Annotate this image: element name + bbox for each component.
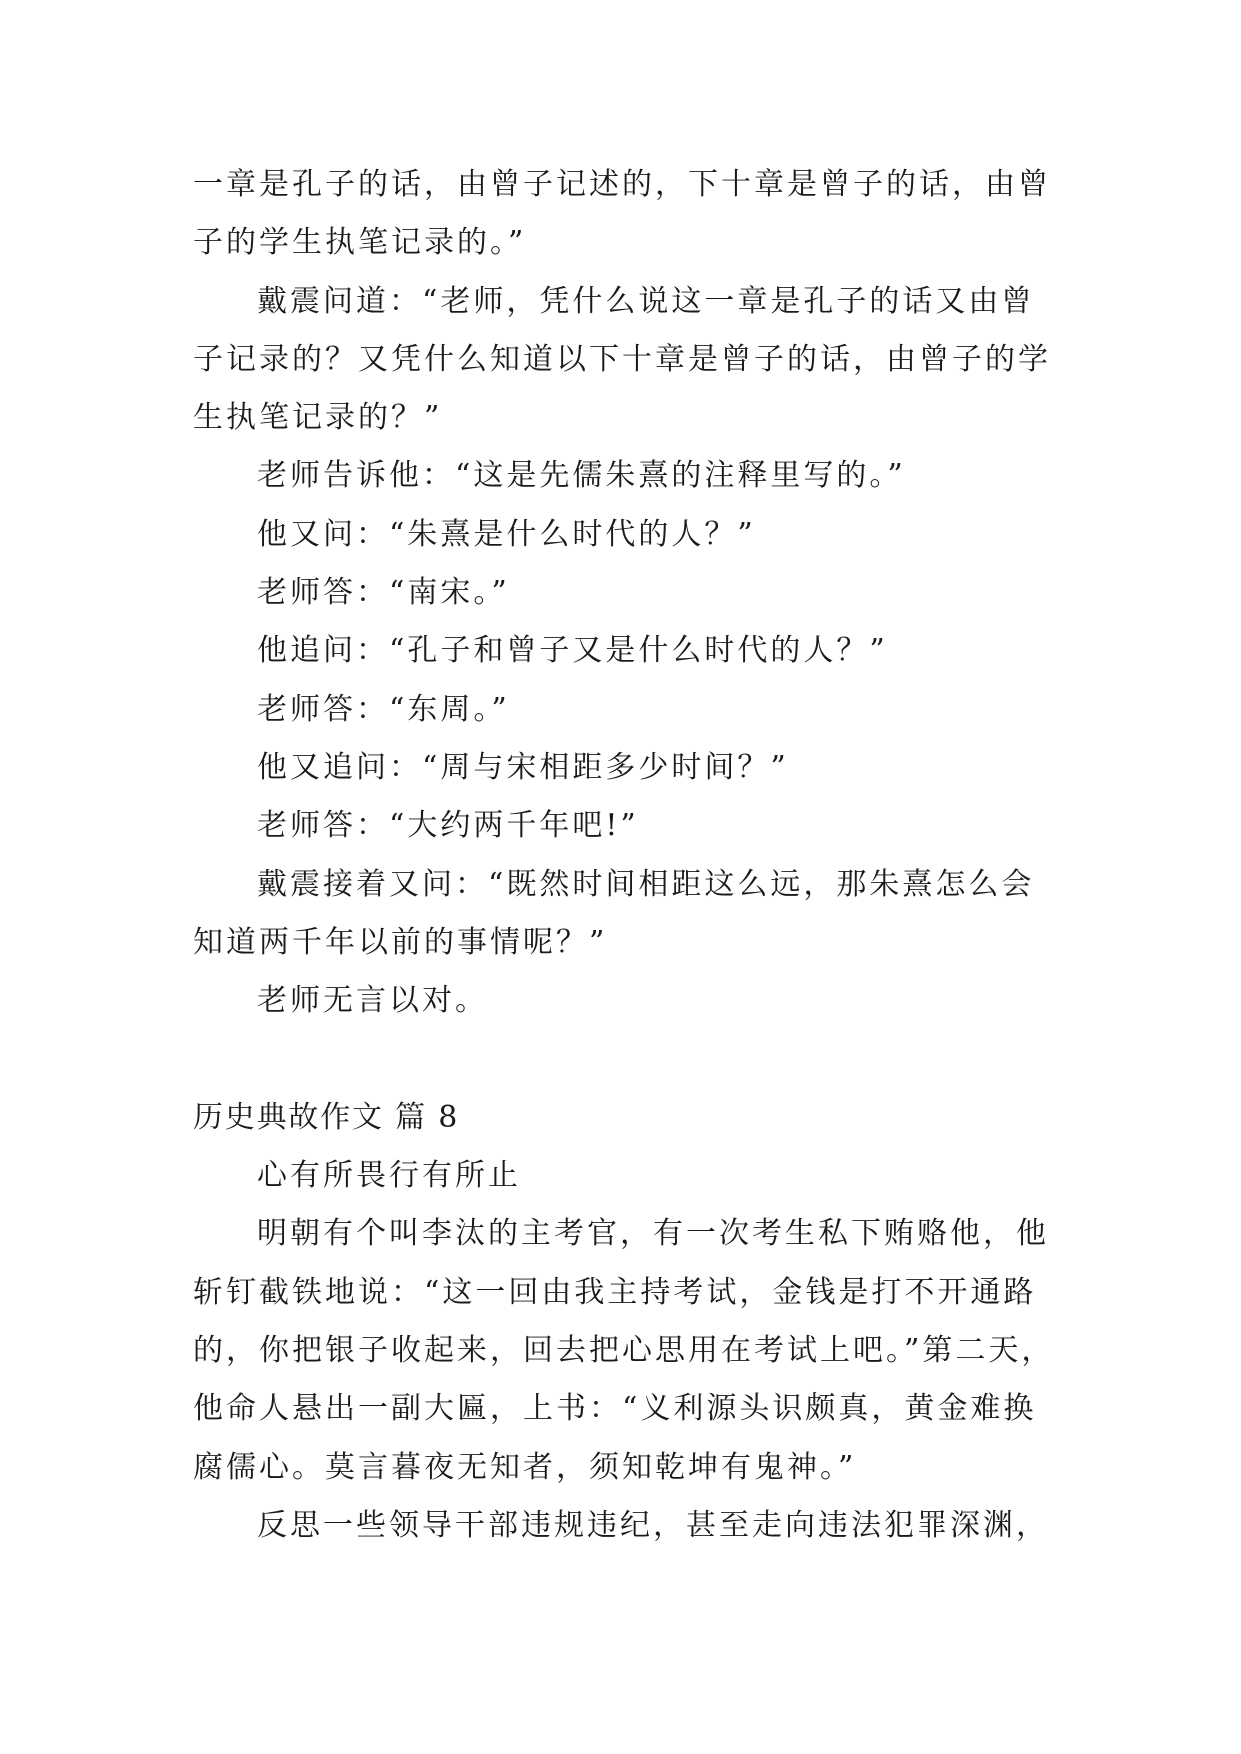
text-line: 戴震问道：“老师，凭什么说这一章是孔子的话又由曾 bbox=[257, 283, 1035, 319]
text-line: 腐儒心。莫言暮夜无知者，须知乾坤有鬼神。” bbox=[193, 1449, 857, 1485]
text-line: 老师无言以对。 bbox=[257, 983, 488, 1019]
text-line: 子的学生执笔记录的。” bbox=[193, 225, 527, 261]
story-li-tai bbox=[193, 1147, 1053, 1555]
text-line: 的，你把银子收起来，回去把心思用在考试上吧。”第二天， bbox=[193, 1332, 1055, 1368]
text-line: 生执笔记录的？” bbox=[193, 400, 443, 436]
text-line: 戴震接着又问：“既然时间相距这么远，那朱熹怎么会 bbox=[257, 866, 1035, 902]
text-line: 一章是孔子的话，由曾子记述的，下十章是曾子的话，由曾 bbox=[193, 167, 1051, 202]
text-line: 老师答：“东周。” bbox=[257, 691, 510, 727]
document-body bbox=[193, 156, 1053, 1555]
text-line: 他又问：“朱熹是什么时代的人？” bbox=[257, 516, 756, 552]
text-line: 子记录的？又凭什么知道以下十章是曾子的话，由曾子的学 bbox=[193, 341, 1051, 377]
text-line: 反思一些领导干部违规违纪，甚至走向违法犯罪深渊， bbox=[257, 1507, 1049, 1543]
text-line: 斩钉截铁地说：“这一回由我主持考试，金钱是打不开通路 bbox=[193, 1274, 1037, 1310]
story-dai-zhen bbox=[193, 156, 1053, 1030]
text-line: 他命人悬出一副大匾，上书：“义利源头识颇真，黄金难换 bbox=[193, 1391, 1037, 1427]
text-line: 老师答：“南宋。” bbox=[257, 575, 510, 611]
section-heading: 历史典故作文 篇 8 bbox=[193, 1099, 460, 1135]
text-line: 明朝有个叫李汰的主考官，有一次考生私下贿赂他，他 bbox=[257, 1216, 1049, 1252]
section-gap bbox=[193, 1030, 1053, 1088]
text-line: 心有所畏行有所止 bbox=[257, 1158, 521, 1194]
text-line: 老师告诉他：“这是先儒朱熹的注释里写的。” bbox=[257, 458, 906, 494]
text-line: 他追问：“孔子和曾子又是什么时代的人？” bbox=[257, 633, 888, 669]
text-line: 老师答：“大约两千年吧!” bbox=[257, 808, 639, 844]
text-line: 知道两千年以前的事情呢？” bbox=[193, 924, 608, 960]
text-line: 他又追问：“周与宋相距多少时间？” bbox=[257, 749, 789, 785]
